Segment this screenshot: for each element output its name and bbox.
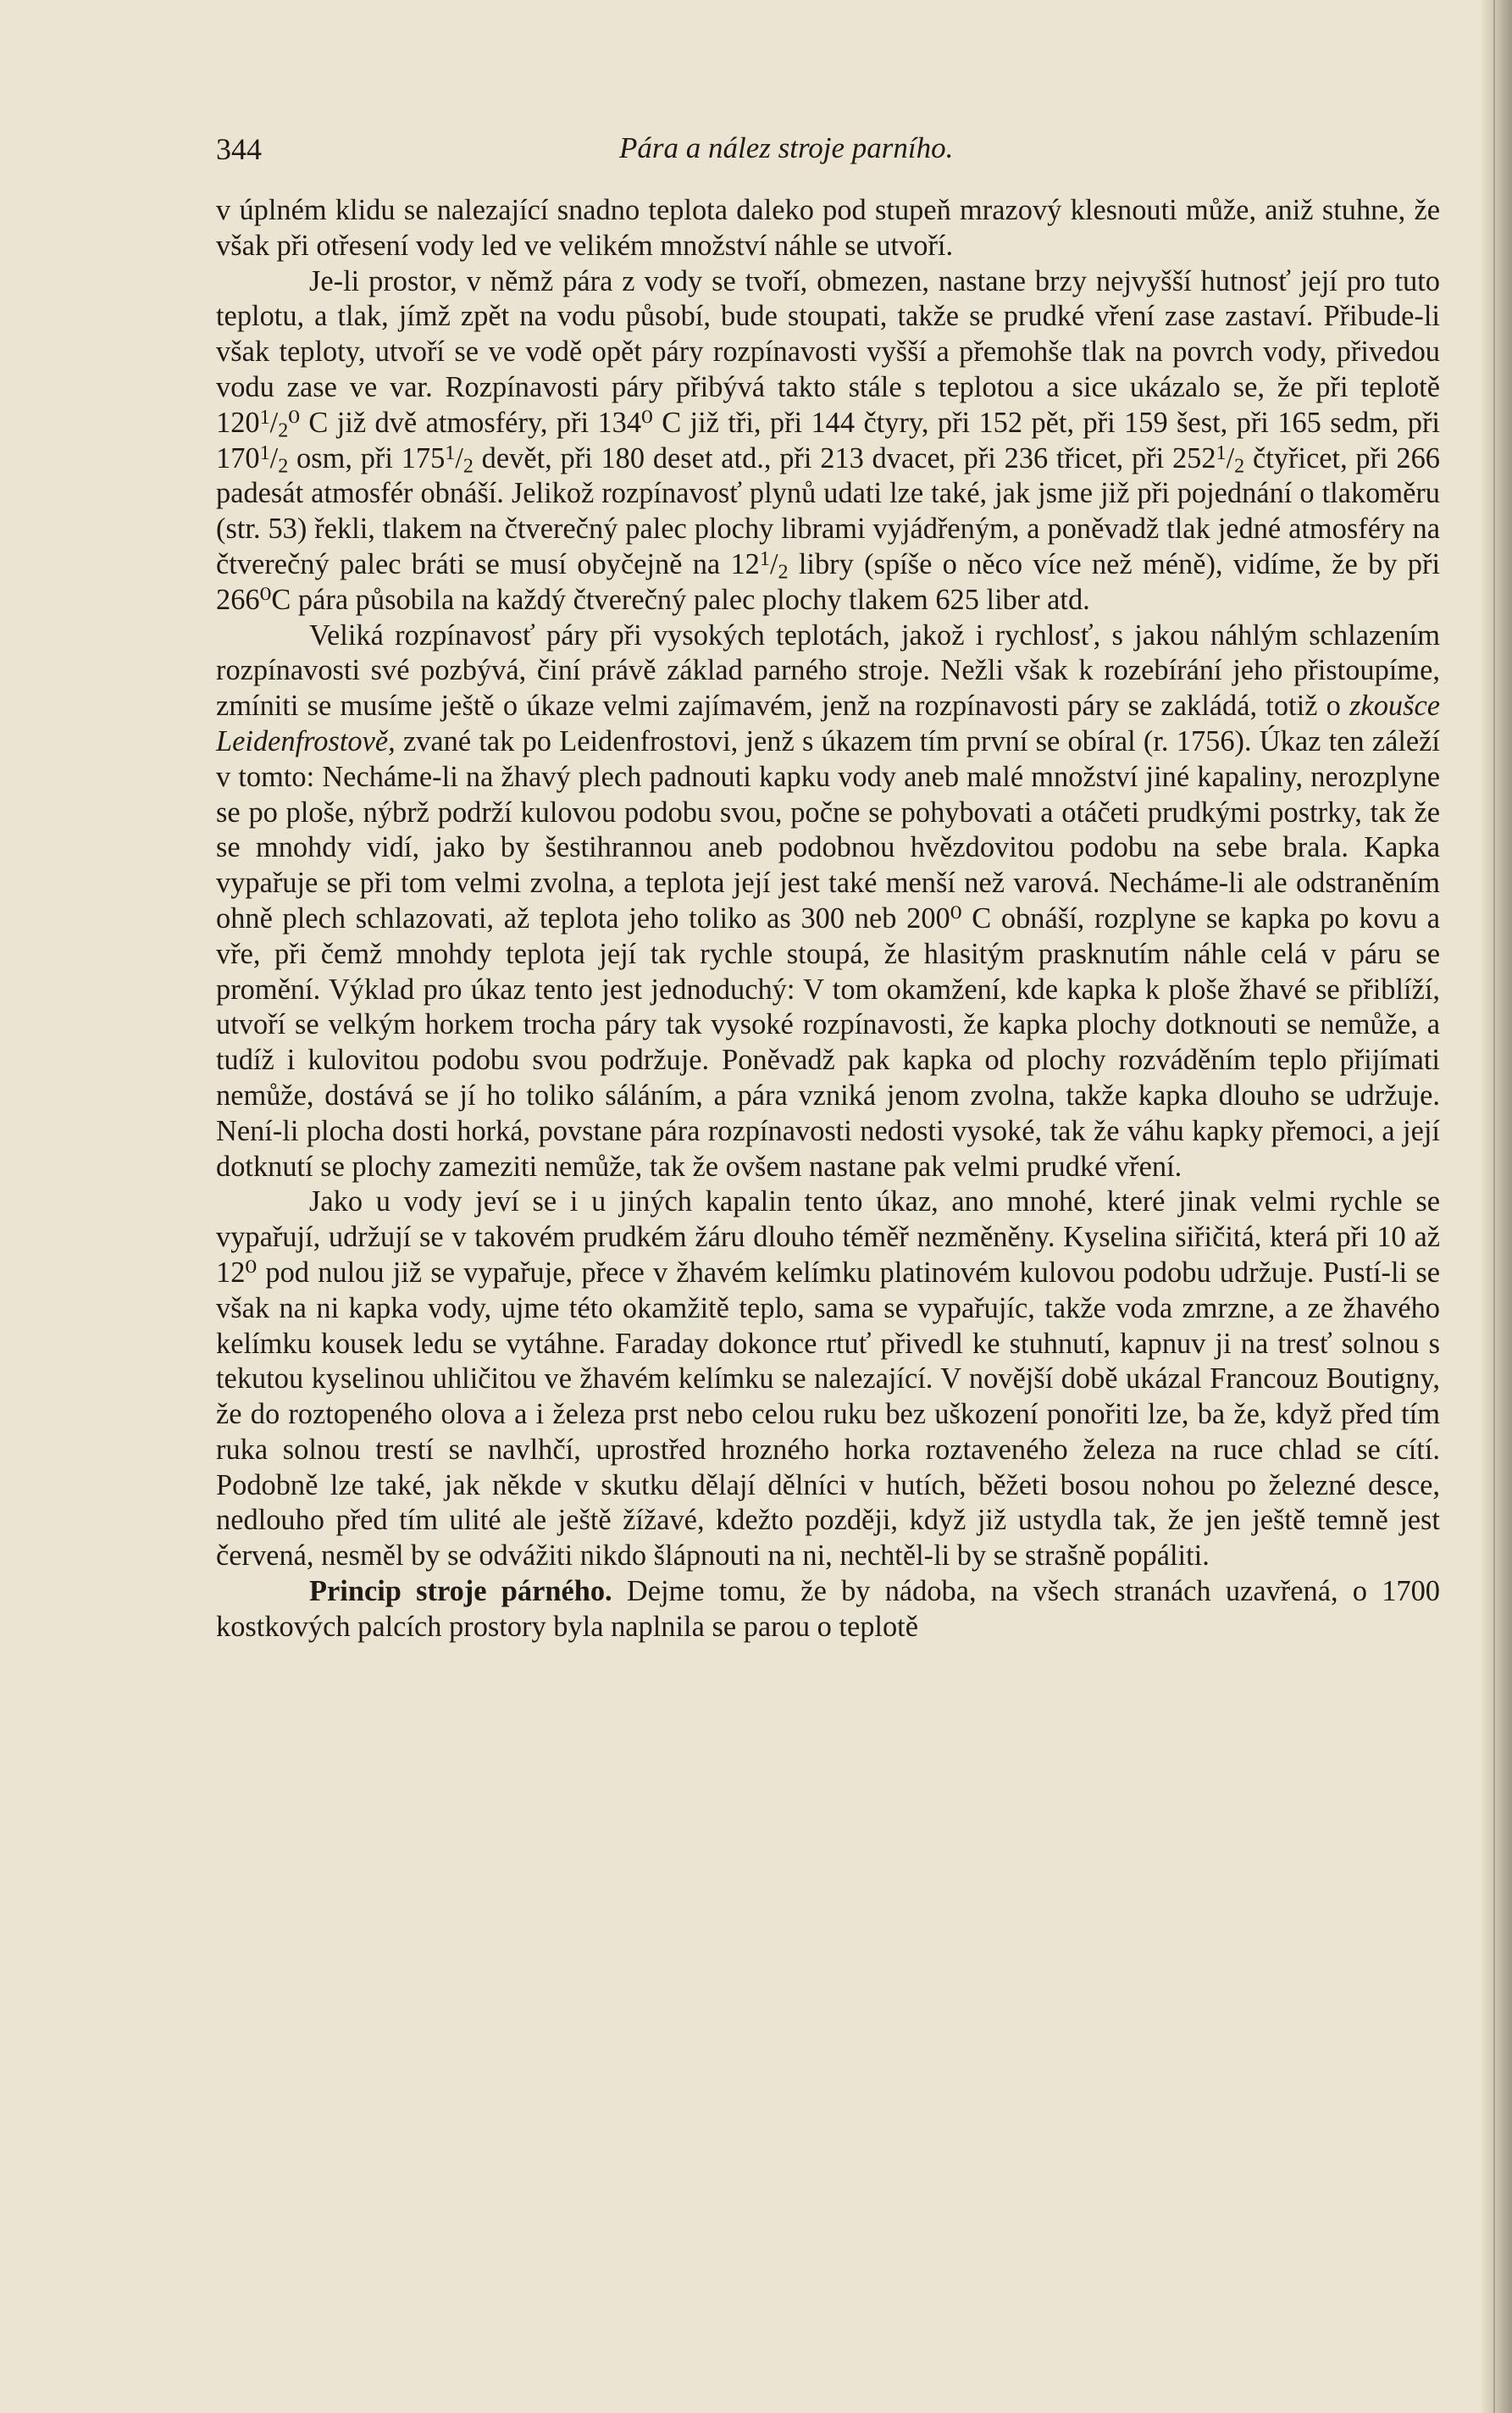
paragraph-2 bbox=[216, 264, 1440, 619]
fraction-1-num: 1 bbox=[259, 406, 270, 429]
paragraph-1: v úplném klidu se nalezající snadno teplota daleko pod stupeň mrazový klesnouti může, aniž stuhne, že však při otřesení vody led ve velikém množství náhle se utvoří. bbox=[216, 194, 1440, 262]
p2-part-5: čtyřicet, při 266 padesát atmosfér obnáší. Jelikož rozpínavosť plynů udati lze také, jak jsme již při pojednání o tlakoměru (str. 53) řekli, tlakem na čtverečný palec plochy librami vyjádřeným, a poněvadž tlak jedné atmosféry na čtverečný palec bráti se musí obyčejně na 12 bbox=[216, 441, 1440, 580]
fraction-1: $^1/_2$ bbox=[259, 406, 289, 442]
fraction-2: $^1/_2$ bbox=[259, 441, 289, 477]
running-title: Pára a nález stroje parního. bbox=[619, 131, 954, 164]
page-edge-line bbox=[1493, 0, 1495, 2413]
fraction-2-den: 2 bbox=[278, 454, 289, 477]
p2-part-3: osm, při 175 bbox=[288, 441, 446, 474]
p2-part-1: Je-li prostor, v němž pára z vody se tvoří, obmezen, nastane brzy nejvyšší hutnosť její pro tuto teplotu, a tlak, jímž zpět na vodu působí, bude stoupati, takže se prudké vření zase zastaví. Přibude-li však teploty, utvoří se ve vodě opět páry rozpínavosti vyšší a přemohše tlak na povrch vody, přivedou vodu zase ve var. Rozpínavosti páry přibývá takto stále s teplotou a sice ukázalo se, že při teplotě 120 bbox=[216, 264, 1440, 439]
page-header bbox=[216, 131, 1440, 174]
fraction-4-den: 2 bbox=[1234, 454, 1245, 477]
page-edge bbox=[1482, 0, 1512, 2413]
section-heading: Princip stroje párného. bbox=[309, 1575, 612, 1608]
fraction-2-num: 1 bbox=[259, 441, 270, 464]
p3-part-2: zvané tak po Leidenfrostovi, jenž s úkazem tím první se obíral (r. 1756). Úkaz ten záleží v tomto: Necháme-li na žhavý plech padnouti kapku vody aneb malé množství jiné kapaliny, nerozplyne se po ploše, nýbrž podrží kulovou podobu svou, počne se pohybovati a otáčeti prudkými postrky, tak že se mnohdy vidí, jako by šestihrannou aneb podobnou hvězdovitou podobu na sebe brala. Kapka vypařuje se při tom velmi zvolna, a teplota její jest také menší než varová. Necháme-li ale odstraněním ohně plech schlazovati, až teplota jeho toliko as 300 neb 200⁰ C obnáší, rozplyne se kapka po kovu a vře, při čemž mnohdy teplota její tak rychle stoupá, že hlasitým prasknutím náhle celá v páru se promění. Výklad pro úkaz tento jest jednoduchý: V tom okamžení, kde kapka k ploše žhavé se přiblíží, utvoří se velkým horkem trocha páry tak vysoké rozpínavosti, že kapka plochy dotknouti se nemůže, a tudíž i kulovitou podobu svou podržuje. Poněvadž pak kapka od plochy rozváděním teplo přijímati nemůže, dostává se jí ho toliko sáláním, a pára vzniká jenom zvolna, takže kapka dlouho se udržuje. Není-li plocha dosti horká, povstane pára rozpínavosti nedosti vysoké, tak že váhu kapky přemoci, a její dotknutí se plochy zameziti nemůže, tak že ovšem nastane pak velmi prudké vření. bbox=[216, 724, 1440, 1183]
fraction-5-den: 2 bbox=[778, 561, 789, 584]
leidenfrost-term: zkoušce Leidenfrostově, bbox=[216, 690, 1440, 757]
fraction-4: $^1/_2$ bbox=[1216, 441, 1245, 477]
paragraph-4: Jako u vody jeví se i u jiných kapalin tento úkaz, ano mnohé, které jinak velmi rychle se vypařují, udržují se v takovém prudkém žáru dlouho téměř nezměněny. Kyselina siřičitá, která při 10 až 12⁰ pod nulou již se vypařuje, přece v žhavém kelímku platinovém kulovou podobu udržuje. Pustí-li se však na ni kapka vody, ujme této okamžitě teplo, sama se vypařujíc, takže voda zmrzne, a ze žhavého kelímku kousek ledu se vytáhne. Faraday dokonce rtuť přivedl ke stuhnutí, kapnuv ji na tresť solnou s tekutou kyselinou uhličitou ve žhavém kelímku se nalezající. V novější době ukázal Francouz Boutigny, že do roztopeného olova a i železa prst nebo celou ruku bez uškození ponořiti lze, ba že, když před tím ruka solnou trestí se navlhčí, uprostřed hrozného horka roztaveného železa na ruce chlad se cítí. Podobně lze také, jak někde v skutku dělají dělníci v hutích, běžeti bosou nohou po železné desce, nedlouho před tím ulité ale ještě žížavé, kdežto později, když již ustydla tak, že jen ještě temně jest červená, nesměl by se odvážiti nikdo šlápnouti na ni, nechtěl-li by se strašně popáliti. bbox=[216, 1185, 1440, 1573]
paragraph-5 bbox=[216, 1574, 1440, 1645]
p5-text: Dejme tomu, že by nádoba, na všech stranách uzavřená, o 1700 kostkových palcích prostory byla naplnila se parou o teplotě bbox=[216, 1575, 1440, 1643]
fraction-5-num: 1 bbox=[759, 547, 770, 570]
fraction-5: $^1/_2$ bbox=[759, 547, 789, 584]
p3-part-1: Veliká rozpínavosť páry při vysokých teplotách, jakož i rychlosť, s jakou náhlým schlazením rozpínavosti své pozbývá, činí právě základ parného stroje. Nežli však k rozebírání jeho přistoupíme, zmíniti se musíme ještě o úkaze velmi zajímavém, jenž na rozpínavosti páry se zakládá, totiž o bbox=[216, 619, 1440, 723]
fraction-3-den: 2 bbox=[462, 454, 474, 477]
fraction-4-num: 1 bbox=[1216, 441, 1227, 464]
fraction-3: $^1/_2$ bbox=[445, 441, 474, 477]
p2-part-2: ⁰ C již dvě atmosféry, při 134⁰ C již tři, při 144 čtyry, při 152 pět, při 159 šest, při 165 sedm, při 170 bbox=[216, 406, 1440, 474]
p2-part-6: libry (spíše o něco více než méně), vidíme, že by při 266⁰C pára působila na každý čtverečný palec plochy tlakem 625 liber atd. bbox=[216, 547, 1440, 616]
fraction-3-num: 1 bbox=[445, 441, 456, 464]
page-number: 344 bbox=[216, 132, 262, 166]
fraction-1-den: 2 bbox=[278, 419, 289, 442]
paragraph-3 bbox=[216, 619, 1440, 1185]
p2-part-4: devět, při 180 deset atd., při 213 dvacet, při 236 třicet, při 252 bbox=[473, 441, 1216, 474]
body-text bbox=[216, 193, 1440, 1645]
